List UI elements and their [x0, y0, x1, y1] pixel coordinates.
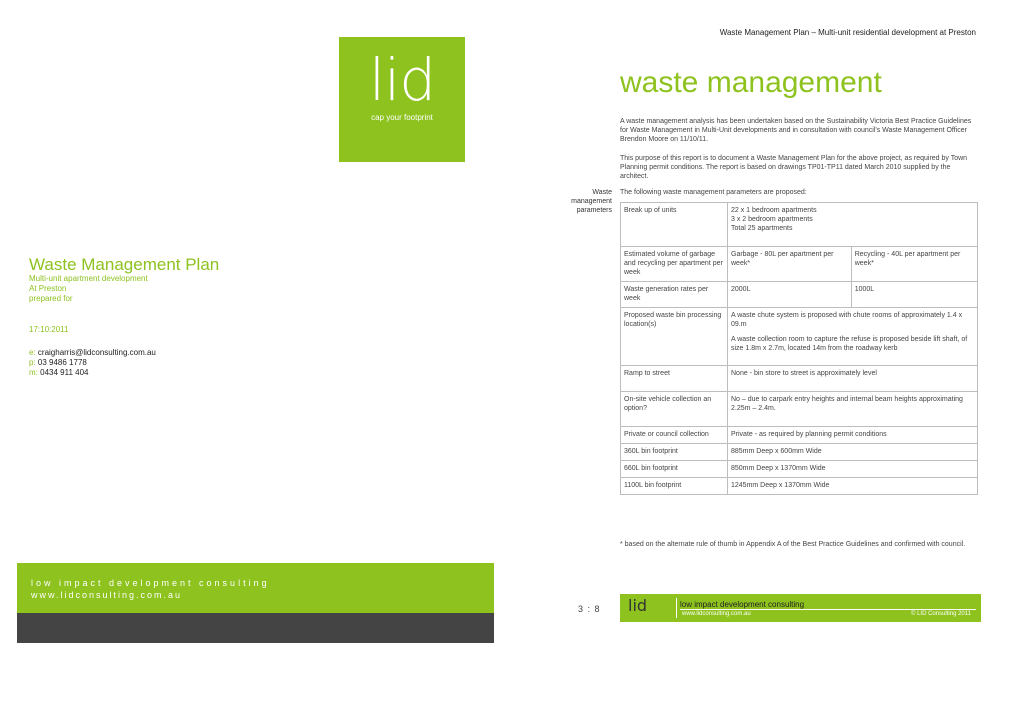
intro-paragraph: A waste management analysis has been undertaken based on the Sustainability Victoria Best Practice Guidelines for Waste Management in Multi-Unit developments and in consultation with council's Waste Management Officer Brendon Moore on 11/10/11. — [620, 118, 972, 143]
row-label: Private or council collection — [621, 427, 728, 444]
row-label: 660L bin footprint — [621, 461, 728, 478]
table-row — [621, 247, 978, 282]
logo-word: lid — [368, 46, 436, 114]
cover-date: 17:10:2011 — [29, 325, 69, 334]
row-label: Break up of units — [621, 203, 728, 247]
row-value: 850mm Deep x 1370mm Wide — [728, 461, 978, 478]
table-row — [621, 444, 978, 461]
section-title: waste management — [620, 66, 882, 99]
row-value: No – due to carpark entry heights and internal beam heights approximating 2.25m – 2.4m. — [728, 392, 978, 427]
logo-tagline: cap your footprint — [371, 113, 433, 122]
table-row — [621, 308, 978, 366]
footer-logo: lid — [628, 596, 648, 615]
cover-subtitle — [29, 274, 148, 304]
row-label: 360L bin footprint — [621, 444, 728, 461]
running-header: Waste Management Plan – Multi-unit residential development at Preston — [719, 28, 976, 37]
params-intro: The following waste management parameters are proposed: — [620, 189, 807, 196]
side-label: Waste management parameters — [571, 189, 612, 214]
table-row — [621, 203, 978, 247]
footer-company: low impact development consulting — [680, 600, 805, 609]
row-value — [728, 308, 978, 366]
footer-rule — [680, 609, 976, 610]
row-label — [621, 392, 728, 427]
parameters-table — [620, 202, 978, 495]
row-value: 1245mm Deep x 1370mm Wide — [728, 478, 978, 495]
row-label: 1100L bin footprint — [621, 478, 728, 495]
row-value: 1000L — [851, 282, 977, 308]
email-link[interactable]: craigharris@lidconsulting.com.au — [37, 348, 156, 357]
table-row — [621, 282, 978, 308]
footer-company: low impact development consulting — [31, 578, 270, 588]
value-line: Total 25 apartments — [731, 225, 793, 232]
subtitle-line: prepared for — [29, 294, 73, 303]
cover-title: Waste Management Plan — [29, 255, 220, 274]
table-row — [621, 461, 978, 478]
row-value: 2000L — [728, 282, 852, 308]
contact-block — [29, 348, 156, 378]
row-label: Estimated volume of garbage and recycling per apartment per week — [621, 247, 728, 282]
page-number: 3 : 8 — [578, 604, 601, 614]
footer-copyright: © LID Consulting 2011 — [910, 611, 971, 617]
cover-footer — [17, 563, 494, 613]
subtitle-line: At Preston — [29, 284, 67, 293]
row-label: Waste generation rates per week — [621, 282, 728, 308]
row-value: Recycling - 40L per apartment per week* — [851, 247, 977, 282]
mobile-label: m: — [29, 368, 38, 377]
table-row — [621, 478, 978, 495]
mobile-number: 0434 911 404 — [40, 368, 89, 377]
footnote: * based on the alternate rule of thumb in Appendix A of the Best Practice Guidelines and confirmed with council. — [620, 541, 966, 548]
row-value: 885mm Deep x 600mm Wide — [728, 444, 978, 461]
table-row — [621, 366, 978, 392]
footer-url[interactable]: www.lidconsulting.com.au — [31, 590, 183, 600]
cover-footer-band — [17, 613, 494, 643]
email-label: e: — [29, 348, 36, 357]
row-label — [621, 366, 728, 392]
row-value: Garbage - 80L per apartment per week* — [728, 247, 852, 282]
table-row — [621, 427, 978, 444]
value-paragraph: A waste chute system is proposed with chute rooms of approximately 1.4 x 09.m — [731, 312, 963, 328]
footer-url[interactable]: www.lidconsulting.com.au — [682, 611, 751, 617]
page-footer — [620, 594, 981, 622]
table-row — [621, 392, 978, 427]
footer-divider — [676, 598, 677, 618]
content-page — [512, 0, 1024, 720]
row-value: Private - as required by planning permit conditions — [728, 427, 978, 444]
label-text: On-site vehicle collection an option? — [624, 396, 712, 412]
label-text: Ramp to street — [624, 370, 670, 377]
lid-logo — [339, 37, 465, 162]
value-line: 22 x 1 bedroom apartments — [731, 207, 817, 214]
value-paragraph: A waste collection room to capture the refuse is proposed beside lift shaft, of size 1.8m x 2.7m, located 14m from the roadway kerb — [731, 336, 968, 352]
value-line: 3 x 2 bedroom apartments — [731, 216, 813, 223]
phone-label: p: — [29, 358, 36, 367]
subtitle-line: Multi-unit apartment development — [29, 274, 148, 283]
row-label: Proposed waste bin processing location(s) — [621, 308, 728, 366]
row-value — [728, 203, 978, 247]
purpose-paragraph: This purpose of this report is to document a Waste Management Plan for the above project, as required by Town Planning permit conditions. The report is based on drawings TP01-TP11 dated March 2010 supplied by the architect. — [620, 155, 968, 180]
phone-number: 03 9486 1778 — [37, 358, 87, 367]
row-value: None - bin store to street is approximately level — [728, 366, 978, 392]
